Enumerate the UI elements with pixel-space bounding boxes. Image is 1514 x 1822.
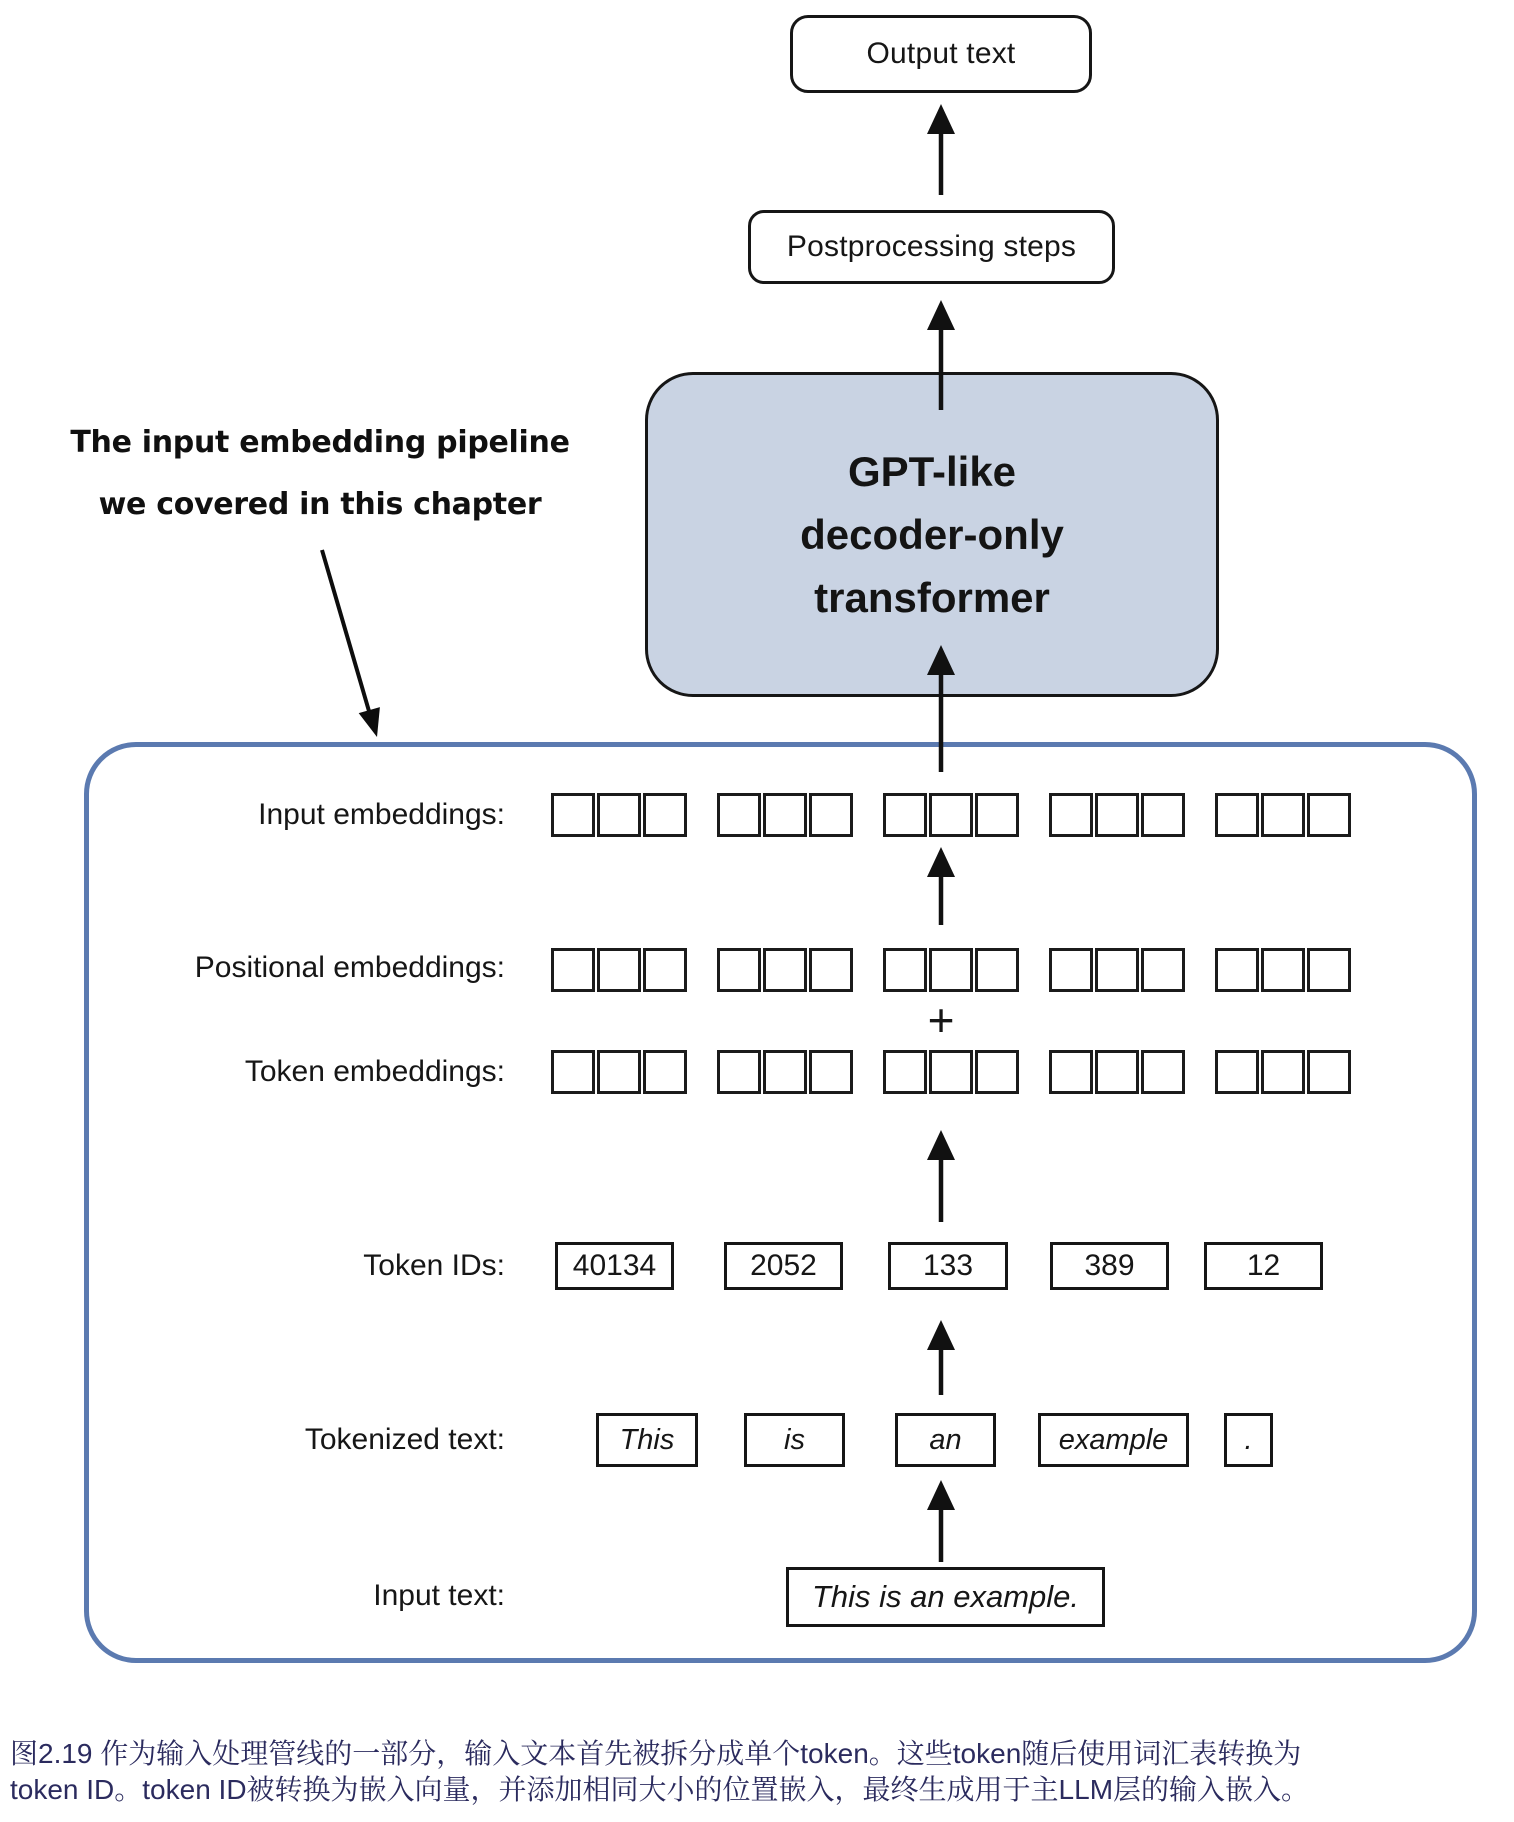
- caption-line-2: token ID。token ID被转换为嵌入向量，并添加相同大小的位置嵌入，最终生成用于主LLM层的输入嵌入。: [10, 1774, 1310, 1805]
- embedding-cell: [597, 793, 641, 837]
- embedding-vector-group: [551, 793, 687, 837]
- positional-embeddings-label: Positional embeddings:: [194, 951, 505, 984]
- embedding-cell: [1141, 1050, 1185, 1094]
- token-box: an: [895, 1413, 996, 1467]
- up-arrow-head: [927, 104, 955, 134]
- embedding-vector-group: [1215, 793, 1351, 837]
- tokenized-text-label: Tokenized text:: [304, 1423, 505, 1456]
- embedding-cell: [551, 793, 595, 837]
- positional-embeddings-row: [551, 948, 1351, 992]
- embedding-cell: [975, 948, 1019, 992]
- gpt-box-line-1: GPT-like: [847, 448, 1017, 495]
- gpt-transformer-box: [645, 372, 1219, 697]
- token-id-box: 133: [888, 1242, 1008, 1290]
- token-id-box: 2052: [724, 1242, 843, 1290]
- embedding-vector-group: [883, 948, 1019, 992]
- embedding-vector-group: [883, 1050, 1019, 1094]
- plus-sign: +: [927, 994, 955, 1046]
- annotation-line-2: we covered in this chapter: [98, 487, 542, 522]
- embedding-vector-group: [551, 948, 687, 992]
- embedding-cell: [1261, 793, 1305, 837]
- embedding-cell: [929, 793, 973, 837]
- embedding-cell: [1215, 793, 1259, 837]
- input-text-box: This is an example.: [786, 1567, 1105, 1627]
- token-box: .: [1224, 1413, 1273, 1467]
- embedding-vector-group: [551, 1050, 687, 1094]
- embedding-cell: [975, 793, 1019, 837]
- embedding-vector-group: [883, 793, 1019, 837]
- embedding-cell: [643, 1050, 687, 1094]
- postprocessing-steps-label: Postprocessing steps: [786, 230, 1077, 263]
- embedding-cell: [597, 948, 641, 992]
- embedding-cell: [1215, 948, 1259, 992]
- embedding-cell: [597, 1050, 641, 1094]
- token-embeddings-label: Token embeddings:: [244, 1055, 505, 1088]
- embedding-cell: [883, 1050, 927, 1094]
- embedding-vector-group: [1215, 948, 1351, 992]
- up-arrow-head: [927, 300, 955, 330]
- postprocessing-steps-box: [748, 210, 1115, 284]
- gpt-box-line-2: decoder-only: [800, 511, 1064, 558]
- embedding-vector-group: [717, 793, 853, 837]
- embedding-vector-group: [717, 1050, 853, 1094]
- embedding-cell: [1215, 1050, 1259, 1094]
- embedding-vector-group: [1215, 1050, 1351, 1094]
- token-box: example: [1038, 1413, 1189, 1467]
- embedding-cell: [1095, 1050, 1139, 1094]
- embedding-cell: [1049, 1050, 1093, 1094]
- embedding-cell: [975, 1050, 1019, 1094]
- token-box: is: [744, 1413, 845, 1467]
- embedding-cell: [1307, 793, 1351, 837]
- embedding-cell: [551, 1050, 595, 1094]
- input-embeddings-row: [551, 793, 1351, 837]
- token-id-box: 389: [1050, 1242, 1169, 1290]
- embedding-cell: [717, 1050, 761, 1094]
- token-id-box: 40134: [555, 1242, 674, 1290]
- figure-caption: [10, 1736, 1510, 1808]
- embedding-pipeline-container: [84, 742, 1477, 1663]
- annotation-arrow-head: [359, 707, 380, 737]
- embedding-cell: [643, 948, 687, 992]
- annotation-line-1: The input embedding pipeline: [70, 425, 570, 460]
- embedding-cell: [883, 793, 927, 837]
- embedding-vector-group: [1049, 948, 1185, 992]
- embedding-cell: [929, 948, 973, 992]
- embedding-cell: [1049, 793, 1093, 837]
- embedding-cell: [763, 793, 807, 837]
- embedding-vector-group: [717, 948, 853, 992]
- embedding-cell: [809, 1050, 853, 1094]
- embedding-cell: [1307, 948, 1351, 992]
- embedding-cell: [717, 793, 761, 837]
- embedding-cell: [929, 1050, 973, 1094]
- embedding-cell: [1261, 948, 1305, 992]
- output-text-box: [790, 15, 1092, 93]
- caption-line-1: 图2.19 作为输入处理管线的一部分，输入文本首先被拆分成单个token。这些token随后使用词汇表转换为: [10, 1738, 1302, 1769]
- output-text-label: Output text: [866, 37, 1016, 70]
- embedding-cell: [1261, 1050, 1305, 1094]
- embedding-cell: [1307, 1050, 1351, 1094]
- embedding-cell: [717, 948, 761, 992]
- embedding-vector-group: [1049, 1050, 1185, 1094]
- embedding-cell: [643, 793, 687, 837]
- embedding-cell: [551, 948, 595, 992]
- annotation-arrow-line: [322, 550, 371, 718]
- embedding-cell: [1141, 948, 1185, 992]
- token-ids-label: Token IDs:: [363, 1249, 505, 1282]
- embedding-vector-group: [1049, 793, 1185, 837]
- embedding-cell: [1095, 793, 1139, 837]
- embedding-cell: [1049, 948, 1093, 992]
- embedding-cell: [763, 1050, 807, 1094]
- gpt-box-line-3: transformer: [814, 574, 1050, 621]
- token-embeddings-row: [551, 1050, 1351, 1094]
- token-box: This: [596, 1413, 698, 1467]
- embedding-cell: [883, 948, 927, 992]
- input-text-label: Input text:: [373, 1579, 505, 1612]
- embedding-cell: [1095, 948, 1139, 992]
- token-id-box: 12: [1204, 1242, 1323, 1290]
- embedding-cell: [763, 948, 807, 992]
- embedding-cell: [1141, 793, 1185, 837]
- embedding-cell: [809, 948, 853, 992]
- embedding-cell: [809, 793, 853, 837]
- input-embeddings-label: Input embeddings:: [258, 798, 505, 831]
